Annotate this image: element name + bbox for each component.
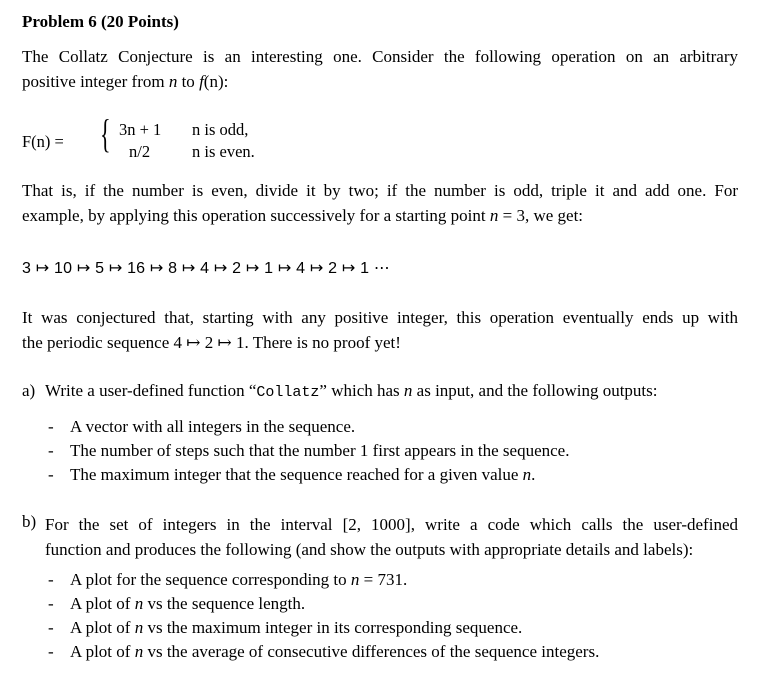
explain-paragraph bbox=[22, 178, 738, 228]
case2-expression: n/2 bbox=[129, 142, 151, 161]
part-a bbox=[22, 381, 762, 491]
item-text: The maximum integer that the sequence reached for a given value bbox=[70, 465, 523, 484]
explain-text: example, by applying this operation successively for a starting point bbox=[22, 206, 490, 225]
intro-fn-arg: (n): bbox=[203, 72, 229, 91]
part-b-line-1: For the set of integers in the interval [2, 1000], write a code which calls the user-defined bbox=[45, 515, 738, 534]
conjecture-paragraph bbox=[22, 305, 738, 355]
var-n: n bbox=[522, 465, 532, 484]
intro-to: to bbox=[177, 72, 200, 91]
item-text: A plot of bbox=[70, 618, 135, 637]
intro-paragraph bbox=[22, 44, 738, 94]
bullet: - bbox=[48, 417, 54, 436]
part-b-label: b) bbox=[22, 512, 37, 531]
var-n: n bbox=[403, 381, 413, 400]
bullet: - bbox=[48, 618, 54, 637]
item-text: A plot for the sequence corresponding to bbox=[70, 570, 351, 589]
plot-item-sequence-731 bbox=[70, 570, 407, 590]
explain-line-2 bbox=[22, 203, 738, 228]
output-item-steps: The number of steps such that the number 1 first appears in the sequence. bbox=[70, 441, 570, 460]
var-n: n bbox=[134, 618, 144, 637]
part-a-text-mid: ” which has bbox=[319, 381, 404, 400]
plot-item-max bbox=[70, 618, 522, 638]
var-f: f bbox=[199, 72, 204, 91]
part-b bbox=[22, 512, 762, 672]
item-end: . bbox=[531, 465, 536, 484]
function-name: Collatz bbox=[256, 384, 320, 401]
bullet: - bbox=[48, 441, 54, 460]
output-item-vector: A vector with all integers in the sequence. bbox=[70, 417, 356, 436]
part-a-prompt bbox=[45, 381, 658, 401]
bullet: - bbox=[48, 465, 54, 484]
intro-line-1: The Collatz Conjecture is an interesting one. Consider the following operation on an arbitrary bbox=[22, 47, 738, 66]
case1-condition: n is odd, bbox=[192, 120, 249, 139]
part-a-text: Write a user-defined function “ bbox=[45, 381, 257, 400]
explain-end: = 3, we get: bbox=[498, 206, 584, 225]
var-n: n bbox=[489, 206, 499, 225]
item-end: vs the sequence length. bbox=[143, 594, 306, 613]
item-end: vs the average of consecutive differences of the sequence integers. bbox=[143, 642, 600, 661]
part-b-line-2: function and produces the following (and show the outputs with appropriate details and labels): bbox=[45, 540, 694, 559]
problem-title: Problem 6 (20 Points) bbox=[22, 12, 179, 31]
formula-lhs: F(n) = bbox=[22, 132, 64, 151]
conjecture-line-1: It was conjectured that, starting with any positive integer, this operation eventually ends up with bbox=[22, 308, 738, 327]
var-n: n bbox=[134, 642, 144, 661]
plot-item-length bbox=[70, 594, 305, 614]
item-end: = 731. bbox=[359, 570, 408, 589]
case1-expression: 3n + 1 bbox=[119, 120, 162, 139]
bullet: - bbox=[48, 642, 54, 661]
plot-item-average bbox=[70, 642, 599, 662]
var-n: n bbox=[134, 594, 144, 613]
intro-text: positive integer from bbox=[22, 72, 169, 91]
explain-line-1: That is, if the number is even, divide it by two; if the number is odd, triple it and add one. For bbox=[22, 181, 738, 200]
piecewise-formula bbox=[22, 111, 322, 170]
collatz-sequence-example: 3 ↦ 10 ↦ 5 ↦ 16 ↦ 8 ↦ 4 ↦ 2 ↦ 1 ↦ 4 ↦ 2 ↦ 1 ⋯ bbox=[22, 260, 391, 277]
case2-condition: n is even. bbox=[192, 142, 255, 161]
item-text: A plot of bbox=[70, 594, 135, 613]
brace-symbol: { bbox=[100, 111, 111, 156]
bullet: - bbox=[48, 570, 54, 589]
conjecture-line-2: the periodic sequence 4 ↦ 2 ↦ 1. There is no proof yet! bbox=[22, 333, 401, 352]
bullet: - bbox=[48, 594, 54, 613]
part-b-prompt bbox=[45, 512, 738, 562]
output-item-maximum bbox=[70, 465, 535, 485]
item-text: A plot of bbox=[70, 642, 135, 661]
item-end: vs the maximum integer in its corresponding sequence. bbox=[143, 618, 523, 637]
intro-line-2 bbox=[22, 69, 738, 94]
part-a-text-end: as input, and the following outputs: bbox=[412, 381, 658, 400]
part-a-label: a) bbox=[22, 381, 36, 400]
var-n: n bbox=[350, 570, 360, 589]
var-n: n bbox=[168, 72, 178, 91]
